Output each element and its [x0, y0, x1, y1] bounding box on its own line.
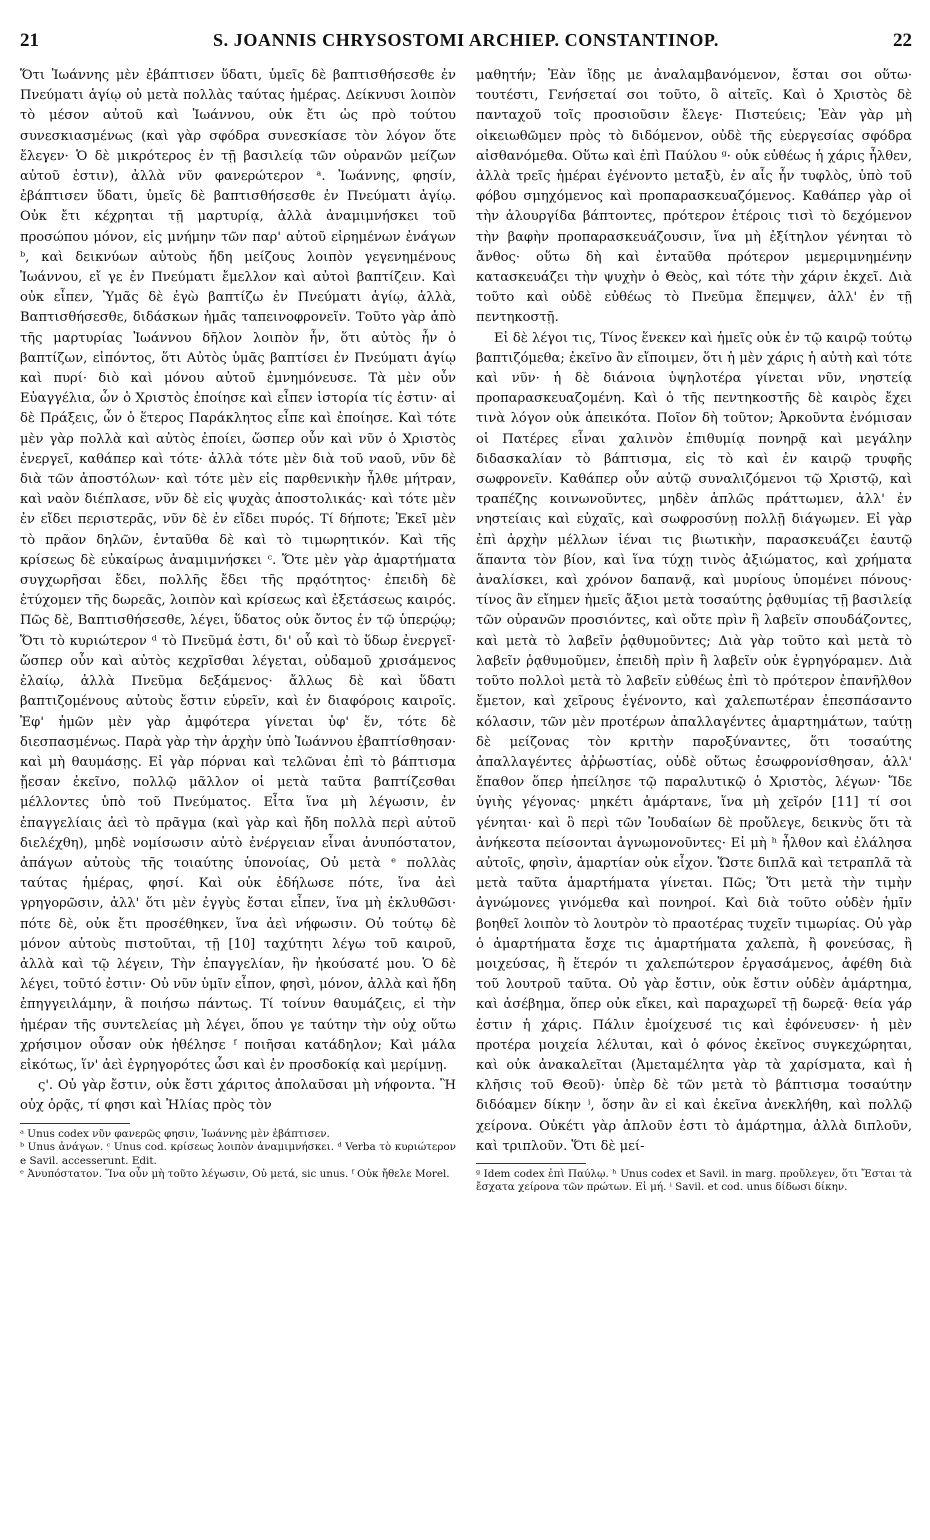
left-column-text [20, 66, 456, 1117]
right-footnotes [476, 1168, 912, 1195]
left-footnote-3: ᵉ Ἀνυπόστατον. Ἵνα οὖν μὴ τοῦτο λέγωσιν, Οὐ μετά, sic unus. ᶠ Οὐκ ἤθελε Morel. [20, 1168, 450, 1181]
left-footnote-1: ᵃ Unus codex νῦν φανερῶς φησιν, Ἰωάννης μὲν ἐβάπτισεν. [20, 1127, 330, 1140]
left-column [20, 66, 456, 1195]
page-header [20, 30, 912, 62]
left-footnote-2: ᵇ Unus ἀνάγων. ᶜ Unus cod. κρίσεως λοιπὸν ἀναμιμνήσκει. ᵈ Verba τὸ κυριώτερον e Savil. accesserunt. Edit. [20, 1141, 456, 1167]
left-paragraph-1: Ὅτι Ἰωάννης μὲν ἐβάπτισεν ὕδατι, ὑμεῖς δὲ βαπτισθήσεσθε ἐν Πνεύματι ἁγίῳ οὐ μετὰ πολλὰς ταύτας ἡμέρας. Δείκνυσι λοιπὸν τὸ μέσον αὐτοῦ καὶ Ἰωάννου, οὐκ ἔτι ὡς πρὸ τούτου συνεσκιασμένως (καὶ γὰρ σφόδρα συνεσκίασε τὸν λόγον ὅτε ἔλεγεν· Ὁ δὲ μικρότερος ἐν τῇ βασιλείᾳ τῶν οὐρανῶν μείζων αὐτοῦ ἐστιν), ἀλλὰ νῦν φανερώτερον ᵃ. Ἰωάννης, φησίν, ἐβάπτισεν ὕδατι, ὑμεῖς δὲ βαπτισθήσεσθε ἐν Πνεύματι ἁγίῳ. Οὐκ ἔτι κέχρηται τῇ μαρτυρίᾳ, ἀλλὰ ἀναμιμνήσκει τοῦ προσώπου μόνον, εἰς μνήμην τῶν παρ' αὐτοῦ εἰρημένων ἐνάγων ᵇ, καὶ δεικνύων αὐτοὺς ἤδη μείζους λοιπὸν γεγενημένους Ἰωάννου, εἴ γε ἐν Πνεύματι ἔμελλον καὶ αὐτοὶ βαπτίζειν. Καὶ οὐκ εἶπεν, Ὑμᾶς δὲ ἐγὼ βαπτίζω ἐν Πνεύματι ἁγίῳ, ἀλλὰ, Βαπτισθήσεσθε, διδάσκων ἡμᾶς ταπεινοφρονεῖν. Τοῦτο γὰρ ἀπὸ τῆς μαρτυρίας Ἰωάννου δῆλον λοιπὸν ἦν, ὅτι αὐτὸς ἦν ὁ βαπτίζων, εἰπόντος, ὅτι Αὐτὸς ὑμᾶς βαπτίσει ἐν Πνεύματι ἁγίῳ καὶ πυρί· διὸ καὶ μόνου αὐτοῦ ἐμνημόνευσε. Τὰ μὲν οὖν Εὐαγγέλια, ὧν ὁ Χριστὸς ἐποίησε καὶ εἶπεν ἱστορία τίς ἐστιν· αἱ δὲ Πράξεις, ὧν ὁ ἕτερος Παράκλητος εἶπε καὶ ἐποίησε. Καὶ τότε μὲν γὰρ πολλὰ καὶ αὐτὸς ἐποίει, ὥσπερ οὖν καὶ νῦν ὁ Χριστὸς ἐνεργεῖ, καθάπερ καὶ τότε· ἀλλὰ τότε μὲν διὰ τοῦ ναοῦ, νῦν δὲ διὰ τῶν ἀποστόλων· καὶ τότε μὲν εἰς παρθενικὴν ἦλθε μήτραν, καὶ ναὸν διέπλασε, νῦν δὲ εἰς ψυχὰς ἀποστολικάς· καὶ τότε μὲν ἐν εἴδει περιστερᾶς, νῦν δὲ ἐν εἴδει πυρός. Τί δήποτε; Ἐκεῖ μὲν τὸ πρᾶον δηλῶν, ἐνταῦθα δὲ καὶ τὸ τιμωρητικόν. Καὶ τῆς κρίσεως δὲ εὐκαίρως ἀναμιμνήσκει ᶜ. Ὅτε μὲν γὰρ ἁμαρτήματα συγχωρῆσαι ἔδει, πολλῆς ἔδει τῆς πρᾳότητος· ἐπειδὴ δὲ ἐτύχομεν τῆς δωρεᾶς, λοιπὸν καὶ κρίσεως καὶ ἐξετάσεως καιρός. Πῶς δὲ, Βαπτισθήσεσθε, λέγει, ὕδατος οὐκ ὄντος ἐν τῷ ὑπερῴῳ; Ὅτι τὸ κυριώτερον ᵈ τὸ Πνεῦμά ἐστι, δι' οὗ καὶ τὸ ὕδωρ ἐνεργεῖ· ὥσπερ οὖν καὶ αὐτὸς κεχρῖσθαι λέγεται, οὐδαμοῦ χρισάμενος ἐλαίῳ, ἀλλὰ Πνεῦμα δεξάμενος· ἄλλως δὲ καὶ ὕδατι βαπτιζομένους αὐτοὺς ἔστιν εὑρεῖν, καὶ ἐν διαφόροις καιροῖς. Ἐφ' ἡμῶν μὲν γὰρ ἀμφότερα γίνεται ὑφ' ἕν, τότε δὲ διεσπασμένως. Παρὰ γὰρ τὴν ἀρχὴν ὑπὸ Ἰωάννου ἐβαπτίσθησαν· καὶ μὴ θαυμάσῃς. Εἰ γὰρ πόρναι καὶ τελῶναι ἐπὶ τὸ βάπτισμα ᾔεσαν ἐκεῖνο, πολλῷ μᾶλλον οἱ μετὰ ταῦτα βαπτίζεσθαι μέλλοντες ὑπὸ τοῦ Πνεύματος. Εἶτα ἵνα μὴ λέγωσιν, ἐν ἐπαγγελίαις ἀεὶ τὸ πρᾶγμα (καὶ γὰρ καὶ ἤδη πολλὰ περὶ αὐτοῦ διελέχθη), μηδὲ νομίσωσιν αὐτὸ ἐνέργειαν εἶναι ἀνυπόστατον, ἀπάγων αὐτοὺς τῆς τοιαύτης ὑπονοίας, Οὐ μετὰ ᵉ πολλὰς ταύτας ἡμέρας, φησί. Καὶ οὐκ ἐδήλωσε πότε, ἵνα ἀεὶ γρηγορῶσιν, ἀλλ' ὅτι μὲν ἐγγὺς ἔσται εἶπεν, ἵνα μὴ ἐκλυθῶσι· πότε δὲ, οὐκ ἔτι προσέθηκεν, ἵνα ἀεὶ νήφωσιν. Οὐ τούτῳ δὲ μόνον αὐτοὺς πιστοῦται, τῇ [10] ταχύτητι λέγω τοῦ καιροῦ, ἀλλὰ καὶ τῷ λέγειν, Τὴν ἐπαγγελίαν, ἣν ἠκούσατέ μου. Ὁ δὲ λέγει, τοῦτό ἐστιν· Οὐ νῦν ὑμῖν εἶπον, φησὶ, μόνον, ἀλλὰ καὶ ἤδη ἐπηγγειλάμην, ἃ ποιήσω πάντως. Τί τοίνυν θαυμάζεις, εἰ τὴν ἡμέραν τῆς συντελείας μὴ λέγει, ὅπου γε ταύτην τὴν οὐχ οὕτω χρήσιμον οὖσαν οὐκ ἠθέλησε ᶠ ποιῆσαι κατάδηλον; Καὶ μάλα εἰκότως, ἵν' ἀεὶ ἐγρηγορότες ὦσι καὶ ἐν προσδοκίᾳ καὶ μερίμνῃ. [20, 68, 456, 1073]
columns [20, 66, 912, 1195]
right-column [476, 66, 912, 1195]
right-column-text [476, 66, 912, 1157]
left-paragraph-2: ς'. Οὐ γὰρ ἔστιν, οὐκ ἔστι χάριτος ἀπολαῦσαι μὴ νήφοντα. Ἢ οὐχ ὁρᾷς, τί φησι καὶ Ἠλίας πρὸς τὸν [20, 1078, 456, 1114]
right-paragraph-2: Εἰ δὲ λέγοι τις, Τίνος ἕνεκεν καὶ ἡμεῖς οὐκ ἐν τῷ καιρῷ τούτῳ βαπτιζόμεθα; ἐκεῖνο ἂν εἴποιμεν, ὅτι ἡ μὲν χάρις ἡ αὐτὴ καὶ τότε καὶ νῦν· ἡ δὲ διάνοια ὑψηλοτέρα γίνεται νῦν, νηστείᾳ προπαρασκευαζομένη. Καὶ ὁ τῆς πεντηκοστῆς δὲ καιρὸς ἔχει τινὰ λόγον οὐκ ἀπεικότα. Ποῖον δὴ τοῦτον; Ἀρκοῦντα ἐνόμισαν οἱ Πατέρες εἶναι χαλινὸν ἐπιθυμίᾳ πονηρᾷ καὶ μεγάλην διδασκαλίαν τὸ βάπτισμα, εἰς τὸ καὶ ἐν καιρῷ τρυφῆς σωφρονεῖν. Καθάπερ οὖν αὐτῷ συναλιζόμενοι τῷ Χριστῷ, καὶ τραπέζης κοινωνοῦντες, μηδὲν ἁπλῶς πράττωμεν, ἀλλ' ἐν νηστείαις καὶ εὐχαῖς, καὶ σωφροσύνῃ πολλῇ διάγωμεν. Εἰ γὰρ ἐπὶ ἀρχὴν μέλλων ἰέναι τις βιωτικὴν, παρασκευάζει ἑαυτῷ ἅπαντα τὸν βίον, καὶ ἵνα τύχῃ τινὸς ἀξιώματος, καὶ χρήματα ἀναλίσκει, καὶ χρόνον δαπανᾷ, καὶ μυρίους ὑπομένει πόνους· τίνος ἂν εἴημεν ἡμεῖς ἄξιοι μετὰ τοσαύτης ῥᾳθυμίας τῇ βασιλείᾳ τῶν οὐρανῶν προσιόντες, καὶ οὔτε πρὶν ἢ λαβεῖν σπουδάζοντες, καὶ μετὰ τὸ λαβεῖν ῥᾳθυμοῦντες; Διὰ γὰρ τοῦτο καὶ μετὰ τὸ λαβεῖν ῥᾳθυμοῦμεν, ἐπειδὴ πρὶν ἢ λαβεῖν οὐκ ἐγρηγόραμεν. Διὰ τοῦτο πολλοὶ μετὰ τὸ λαβεῖν εὐθέως ἐπὶ τὸ πρότερον ἐπανῆλθον ἔμετον, καὶ χεῖρους ἐγένοντο, καὶ χαλεπωτέραν ἐπεσπάσαντο κόλασιν, τῶν μὲν προτέρων ἀπαλλαγέντες ἁμαρτημάτων, ταύτῃ δὲ μείζονας τὸν κριτὴν παροξύναντες, ὅτι τοσαύτης ἀπαλλαγέντες ἀῤῥωστίας, οὐδὲ οὕτως ἐσωφρονίσθησαν, ἀλλ' ἔπαθον ὅπερ ἠπείλησε τῷ παραλυτικῷ ὁ Χριστὸς, λέγων· Ἴδε ὑγιὴς γέγονας· μηκέτι ἁμάρτανε, ἵνα μὴ χεῖρόν [11] τί σοι γένηται· καὶ ὃ περὶ τῶν Ἰουδαίων δὲ προὔλεγε, δεικνὺς ὅτι τὰ ἀνήκεστα πείσονται ἀγνωμονοῦντες· Εἰ μὴ ʰ ἦλθον καὶ ἐλάλησα αὐτοῖς, φησὶν, ἁμαρτίαν οὐκ εἶχον. Ὥστε διπλᾶ καὶ τετραπλᾶ τὰ μετὰ ταῦτα ἁμαρτήματα γίνεται. Πῶς; Ὅτι μετὰ τὴν τιμὴν ἀγνώμονες γινόμεθα καὶ πονηροί. Καὶ διὰ τοῦτο οὐδὲν ἡμῖν βοηθεῖ λοιπὸν τὸ λουτρὸν τὸ πραοτέρας τυχεῖν τιμωρίας. Οὐ γὰρ ὁ ἁμαρτήματα ἔσχε τις ἁμαρτήματα χαλεπὰ, ἢ φονεύσας, ἢ μοιχεύσας, ἢ ἕτερόν τι χαλεπώτερον ἐργασάμενος, ἀφέθη διὰ τοῦ λουτροῦ ταῦτα. Οὐ γὰρ ἔστιν, οὐκ ἔστιν οὐδὲν ἁμάρτημα, καὶ ἀσέβημα, ὅπερ οὐκ εἴκει, καὶ παραχωρεῖ τῇ δωρεᾷ· θεία γάρ ἐστιν ἡ χάρις. Πάλιν ἐμοίχευσέ τις καὶ ἐφόνευσεν· ἡ μὲν προτέρα μοιχεία λέλυται, καὶ ὁ φόνος ἐκεῖνος συγκεχώρηται, καὶ οὐκ ἀνακαλεῖται (Ἀμεταμέλητα γὰρ τὰ χαρίσματα, καὶ ἡ κλῆσις τοῦ Θεοῦ)· ὑπὲρ δὲ τῶν μετὰ τὸ βάπτισμα τοσαύτην διδόαμεν δίκην ⁱ, ὅσην ἂν εἰ καὶ ἐκεῖνα ἀνεκλήθη, καὶ πολλῷ χείρονα. Οὐκέτι γὰρ ἁπλοῦν ἐστι τὸ ἁμάρτημα, ἀλλὰ διπλοῦν, καὶ τριπλοῦν. Ὅτι δὲ μεί- [476, 330, 912, 1154]
right-page-number: 22 [892, 30, 912, 51]
left-page-number: 21 [20, 30, 39, 51]
right-footnote-1: ᵍ Idem codex ἐπὶ Παύλῳ. ʰ Unus codex et Savil. in marg. προὔλεγεν, ὅτι Ἔσται τὰ ἔσχατα χείρονα τῶν πρώτων. Εἰ μή. ⁱ Savil. et cod. unus δίδωσι δίκην. [476, 1167, 912, 1194]
footnote-rule-left [20, 1123, 130, 1124]
footnote-rule-right [476, 1163, 586, 1164]
running-title: S. JOANNIS CHRYSOSTOMI ARCHIEP. CONSTANTINOP. [213, 30, 719, 50]
left-footnotes [20, 1128, 456, 1182]
right-paragraph-1: μαθητήν; Ἐὰν ἴδῃς με ἀναλαμβανόμενον, ἔσται σοι οὕτω· τουτέστι, Γενήσεταί σοι τοῦτο, ὃ αἰτεῖς. Καὶ ὁ Χριστὸς δὲ πανταχοῦ τοῖς προσιοῦσιν ἔλεγε· Πιστεύεις; Ἐὰν γὰρ μὴ οἰκειωθῶμεν πρὸς τὸ διδόμενον, οὐδὲ τῆς εὐεργεσίας σφόδρα αἰσθανόμεθα. Οὕτω καὶ ἐπὶ Παύλου ᵍ· οὐκ εὐθέως ἡ χάρις ἦλθεν, ἀλλὰ τρεῖς ἡμέραι ἐγένοντο μεταξὺ, ἐν αἷς ἦν τυφλὸς, ὑπὸ τοῦ φόβου σμηχόμενος καὶ προπαρασκευαζόμενος. Καθάπερ γὰρ οἱ τὴν ἁλουργίδα βάπτοντες, πρότερον ἑτέροις τισὶ τὸ δεχόμενον τὴν βαφὴν προπαρασκευάζουσιν, ἵνα μὴ ἐξίτηλον γένηται τὸ ἄνθος· οὕτω δὴ καὶ ἐνταῦθα πρότερον μεμεριμνημένην κατασκευάζει τὴν ψυχὴν ὁ Θεὸς, καὶ τότε τὴν χάριν ἐκχεῖ. Διὰ τοῦτο καὶ οὐδὲ εὐθέως τὸ Πνεῦμα ἔπεμψεν, ἀλλ' ἐν τῇ πεντηκοστῇ. [476, 68, 912, 326]
